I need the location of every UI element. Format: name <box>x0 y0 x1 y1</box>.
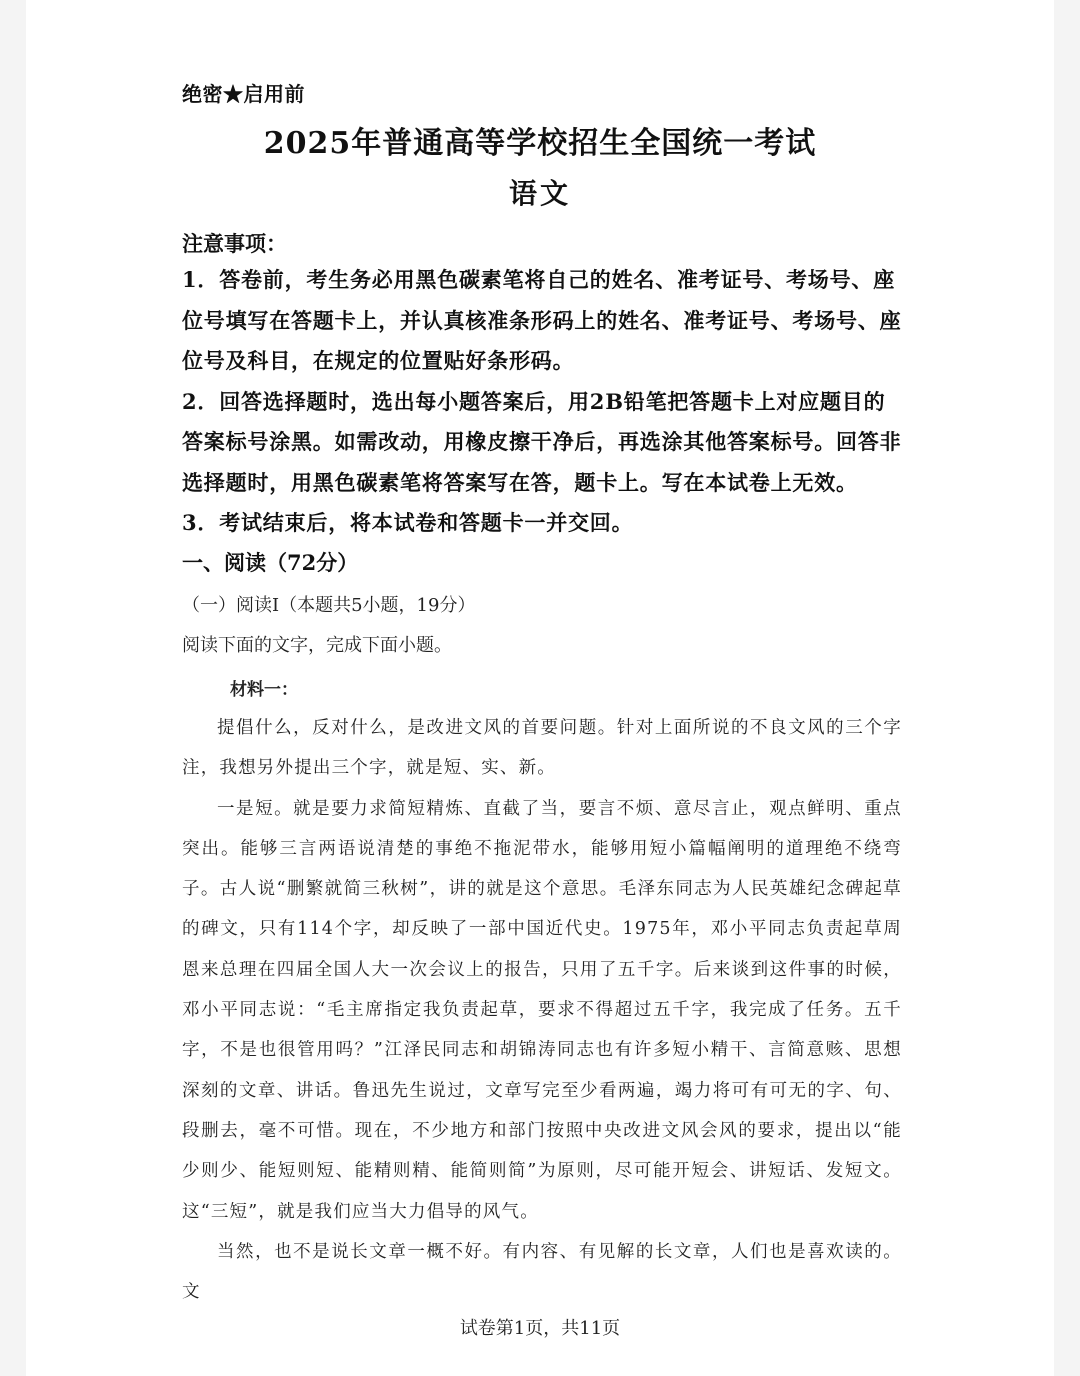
body-paragraph: 一是短。就是要力求简短精炼、直截了当，要言不烦、意尽言止，观点鲜明、重点突出。能够三言两语说清楚的事绝不拖泥带水，能够用短小篇幅阐明的道理绝不绕弯子。古人说“删繁就简三秋树”，讲的就是这个意思。毛泽东同志为人民英雄纪念碑起草的碑文，只有114个字，却反映了一部中国近代史。1975年，邓小平同志负责起草周恩来总理在四届全国人大一次会议上的报告，只用了五千字。后来谈到这件事的时候，邓小平同志说：“毛主席指定我负责起草，要求不得超过五千字，我完成了任务。五千字，不是也很管用吗？”江泽民同志和胡锦涛同志也有许多短小精干、言简意赅、思想深刻的文章、讲话。鲁迅先生说过，文章写完至少看两遍，竭力将可有可无的字、句、段删去，毫不可惜。现在，不少地方和部门按照中央改进文风会风的要求，提出以“能少则少、能短则短、能精则精、能简则简”为原则，尽可能开短会、讲短话、发短文。这“三短”，就是我们应当大力倡导的风气。 <box>182 798 902 1222</box>
notes-list <box>182 260 902 544</box>
material-body <box>182 708 902 1312</box>
note-item: 3．考试结束后，将本试卷和答题卡一并交回。 <box>182 510 634 535</box>
subject-title: 语文 <box>508 177 571 210</box>
body-paragraph: 提倡什么，反对什么，是改进文风的首要问题。针对上面所说的不良文风的三个字注，我想另外提出三个字，就是短、实、新。 <box>182 718 902 779</box>
notes-heading: 注意事项： <box>182 231 287 256</box>
page-footer: 试卷第1页，共11页 <box>459 1318 621 1339</box>
note-item: 1．答卷前，考生务必用黑色碳素笔将自己的姓名、准考证号、考场号、座位号填写在答题卡上，并认真核准条形码上的姓名、准考证号、考场号、座位号及科目，在规定的位置贴好条形码。 <box>182 267 902 373</box>
reading-instruction: 阅读下面的文字，完成下面小题。 <box>182 635 452 656</box>
exam-page <box>26 0 1054 1376</box>
exam-title: 2025年普通高等学校招生全国统一考试 <box>263 126 817 161</box>
secret-mark: 绝密★启用前 <box>182 82 305 106</box>
section-heading: 一、阅读（72分） <box>182 550 359 575</box>
material-label: 材料一： <box>230 680 298 700</box>
subsection-heading: （一）阅读Ⅰ（本题共5小题，19分） <box>182 595 476 616</box>
note-item: 2．回答选择题时，选出每小题答案后，用2B铅笔把答题卡上对应题目的答案标号涂黑。如需改动，用橡皮擦干净后，再选涂其他答案标号。回答非选择题时，用黑色碳素笔将答案写在答，题卡上。写在本试卷上无效。 <box>182 388 902 495</box>
body-paragraph: 当然，也不是说长文章一概不好。有内容、有见解的长文章，人们也是喜欢读的。文 <box>182 1241 902 1303</box>
